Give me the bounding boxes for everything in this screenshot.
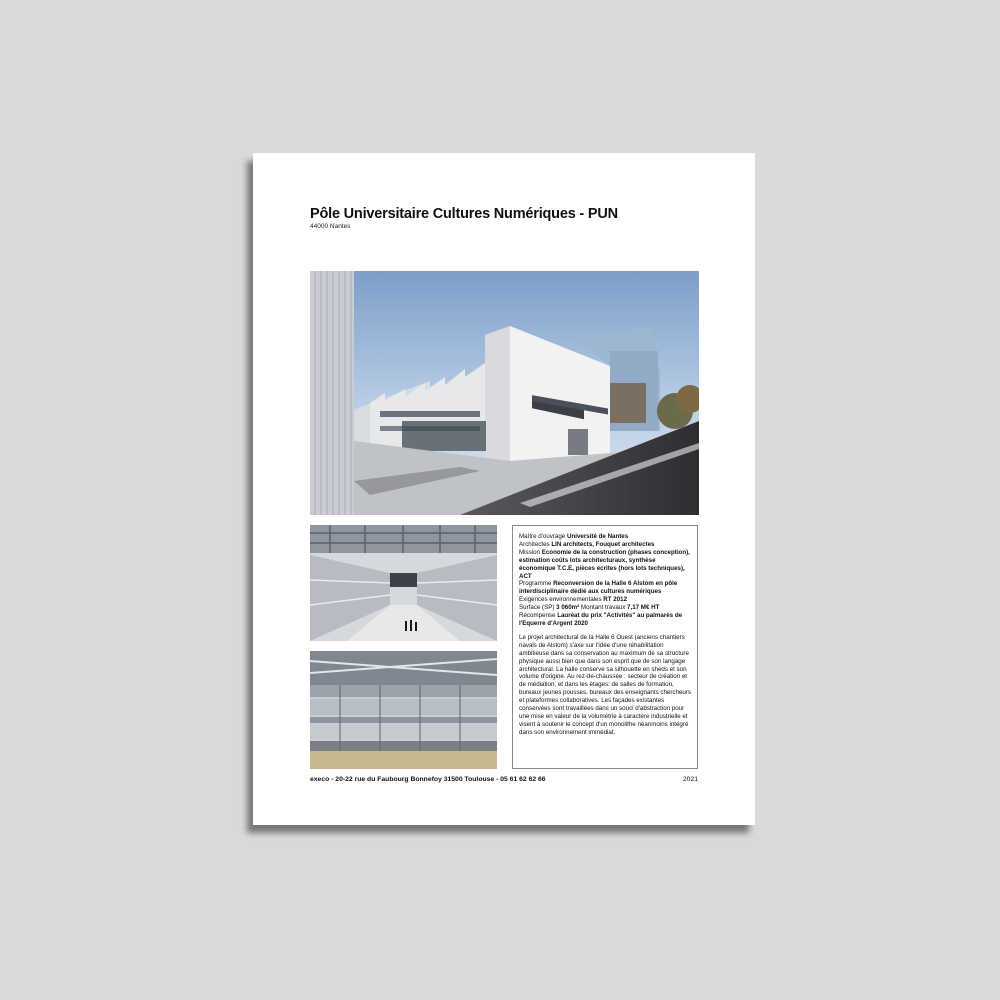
document-year: 2021: [682, 776, 698, 783]
programme-line: Programme Reconversion de la Halle 6 Alstom en pôle interdisciplinaire dédié aux cultures numériques: [519, 580, 678, 596]
architects-line: Architectes LIN architects, Fouquet architectes: [519, 540, 655, 548]
document-page: [253, 153, 755, 825]
interior-floors-photo: [310, 651, 497, 769]
surface-cost-line: Surface (SP) 3 060m² Montant travaux 7,17 M€ HT: [519, 604, 660, 612]
company-contact: execo - 20-22 rue du Faubourg Bonnefoy 31500 Toulouse - 05 61 62 62 66: [310, 776, 546, 783]
client-line: Maître d'ouvrage Université de Nantes: [519, 533, 629, 540]
project-description: Le projet architectural de la Halle 6 Ouest (anciens chantiers navals de Alstom) s'axe sur l'idée d'une réhabilitation ambitieuse dans sa conservation au maximum de sa structure physique aussi bien que dans son esprit que de son langage architectural. La halle conserve sa silhouette en sheds et son volume d'origine. Au rez-de-chaussée : secteur de création et de médiation, et dans les étages: de salles de formation, bureaux jeunes pousses, bureaux des enseignants chercheurs et plateformes collaboratives. Les façades existantes conservées sont travaillées dans un souci d'abstraction pour une mise en valeur de la volumétrie à caractère industrielle et visent à soutenir le concept d'un monolithe néanmoins intégré dans son environnement immédiat.: [519, 633, 691, 736]
project-info-box: [512, 525, 698, 769]
document-title: Pôle Universitaire Cultures Numériques - PUN: [310, 206, 618, 222]
award-line: Récompense Lauréat du prix "Activités" au palmarès de l'Equerre d'Argent 2020: [519, 612, 683, 627]
mission-line: Mission Economie de la construction (phases conception), estimation coûts lots architecturaux, synthèse économique T.C.E, pièces écrites (hors lots techniques), ACT: [519, 548, 690, 580]
document-location: 44000 Nantes: [310, 223, 351, 230]
interior-atrium-photo: [310, 525, 497, 641]
environment-line: Exigences environnementales RT 2012: [519, 596, 628, 604]
exterior-building-photo: [310, 271, 699, 515]
